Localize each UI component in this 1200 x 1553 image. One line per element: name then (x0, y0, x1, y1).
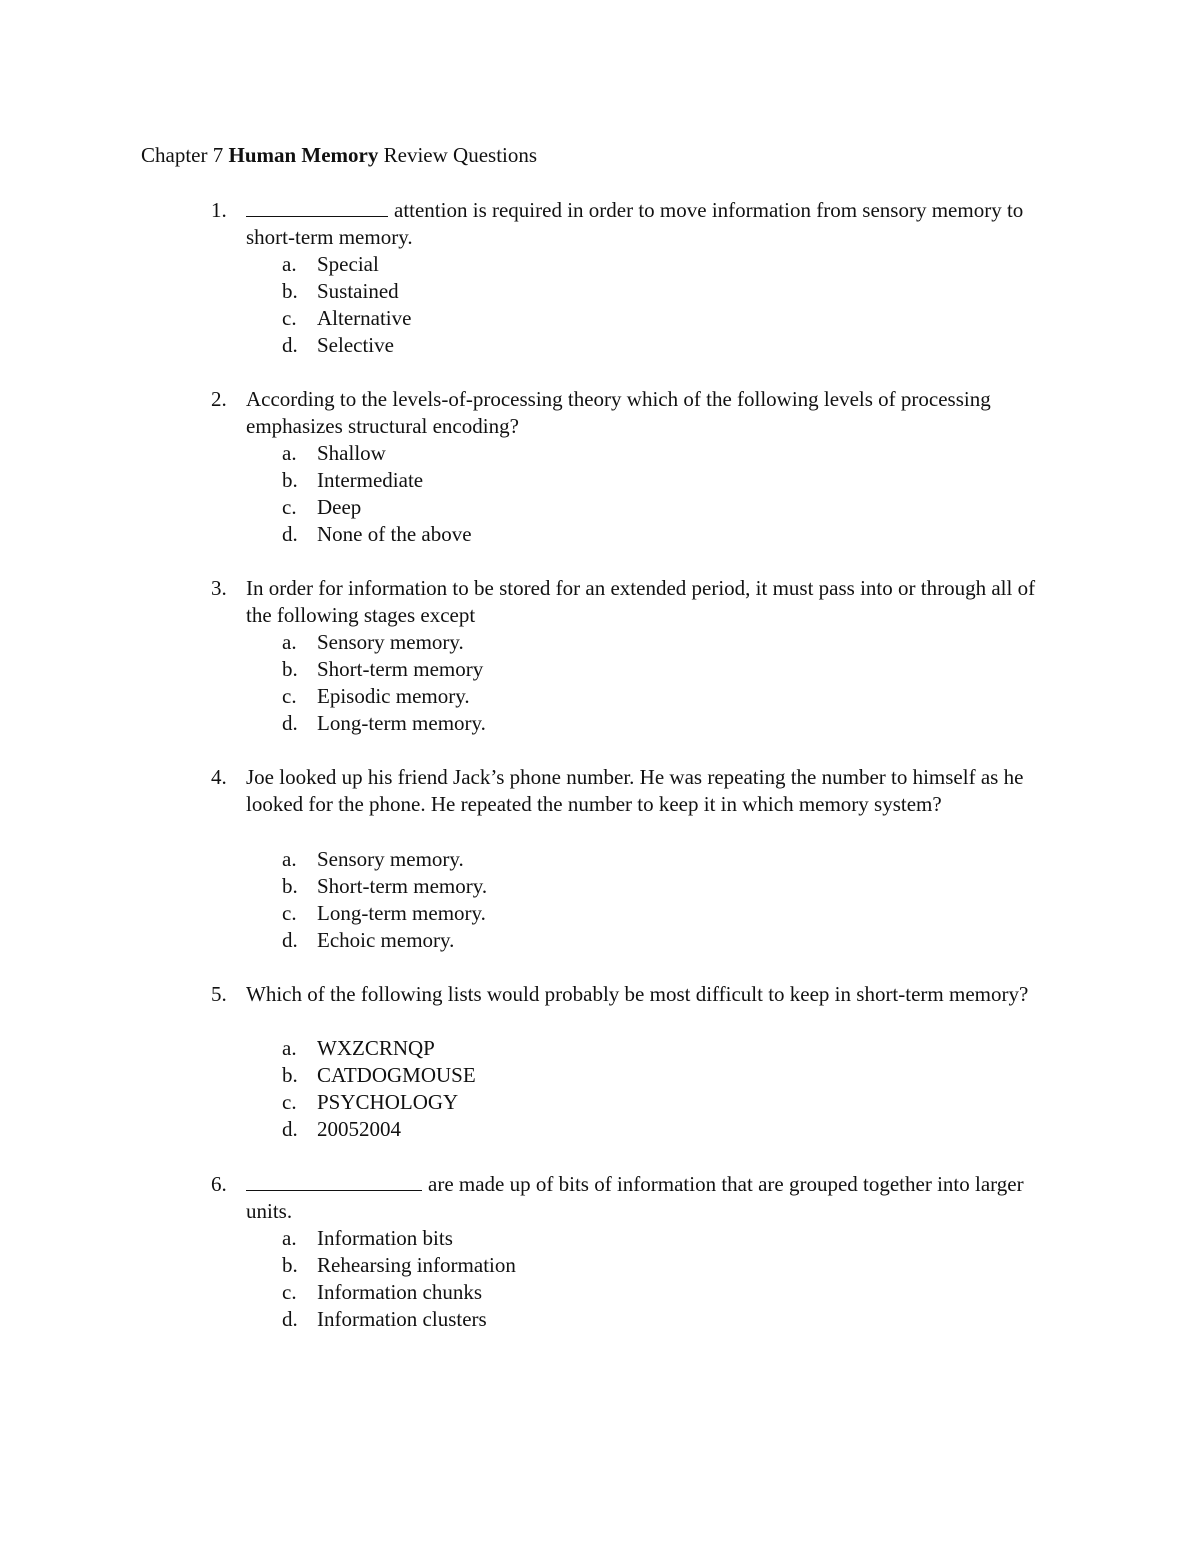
option-letter: a. (282, 1226, 297, 1250)
option-letter: d. (282, 928, 298, 952)
option-b (0, 1062, 1200, 1089)
option-letter: b. (282, 874, 298, 898)
option-text: Special (317, 252, 379, 276)
option-b (0, 278, 1200, 305)
option-text: Information clusters (317, 1307, 487, 1331)
question-number: 5. (211, 982, 227, 1006)
option-letter: b. (282, 1253, 298, 1277)
option-a (0, 251, 1200, 278)
option-d (0, 332, 1200, 359)
question-number: 3. (211, 576, 227, 600)
question-text-wrap (246, 197, 1046, 251)
question-text: attention is required in order to move information from sensory memory to short-term memory. (246, 198, 1024, 249)
option-letter: b. (282, 279, 298, 303)
option-text: Long-term memory. (317, 901, 486, 925)
option-b (0, 873, 1200, 900)
option-text: Short-term memory. (317, 874, 488, 898)
question-number: 6. (211, 1172, 227, 1196)
option-b (0, 467, 1200, 494)
option-text: Selective (317, 333, 394, 357)
option-text: CATDOGMOUSE (317, 1063, 476, 1087)
option-text: Echoic memory. (317, 928, 455, 952)
option-text: Episodic memory. (317, 684, 470, 708)
title-bold: Human Memory (228, 143, 379, 167)
question-number: 2. (211, 387, 227, 411)
option-text: Long-term memory. (317, 711, 486, 735)
option-letter: d. (282, 333, 298, 357)
option-a (0, 846, 1200, 873)
option-letter: a. (282, 847, 297, 871)
option-a (0, 629, 1200, 656)
option-text: Sustained (317, 279, 399, 303)
option-text: Intermediate (317, 468, 424, 492)
option-d (0, 1306, 1200, 1333)
option-text: WXZCRNQP (317, 1036, 435, 1060)
option-c (0, 900, 1200, 927)
option-c (0, 1279, 1200, 1306)
title-prefix: Chapter 7 (141, 143, 229, 167)
option-text: Information chunks (317, 1280, 483, 1304)
option-c (0, 1089, 1200, 1116)
option-d (0, 710, 1200, 737)
option-letter: b. (282, 657, 298, 681)
option-c (0, 683, 1200, 710)
option-a (0, 1035, 1200, 1062)
question-number: 4. (211, 765, 227, 789)
option-letter: b. (282, 468, 298, 492)
page-title (141, 142, 537, 169)
question-text: Joe looked up his friend Jack’s phone number. He was repeating the number to himself as he looked for the phone. He repeated the number to keep it in which memory system? (246, 765, 1024, 816)
option-text: PSYCHOLOGY (317, 1090, 459, 1114)
question-text: In order for information to be stored for an extended period, it must pass into or through all of the following stages except (246, 576, 1036, 627)
option-a (0, 1225, 1200, 1252)
option-text: Information bits (317, 1226, 453, 1250)
option-letter: c. (282, 495, 297, 519)
option-text: Alternative (317, 306, 412, 330)
option-letter: d. (282, 1307, 298, 1331)
option-letter: a. (282, 441, 297, 465)
option-b (0, 656, 1200, 683)
option-text: Deep (317, 495, 362, 519)
option-text: 20052004 (317, 1117, 401, 1141)
option-c (0, 305, 1200, 332)
option-text: Sensory memory. (317, 630, 464, 654)
option-text: Shallow (317, 441, 386, 465)
option-letter: d. (282, 711, 298, 735)
option-letter: c. (282, 901, 297, 925)
answer-blank (246, 1171, 422, 1191)
option-letter: c. (282, 306, 297, 330)
option-text: None of the above (317, 522, 472, 546)
title-suffix: Review Questions (378, 143, 538, 167)
question-number: 1. (211, 198, 227, 222)
option-letter: a. (282, 630, 297, 654)
option-d (0, 1116, 1200, 1143)
option-b (0, 1252, 1200, 1279)
question-text: According to the levels-of-processing theory which of the following levels of processing emphasizes structural encoding? (246, 387, 991, 438)
question-text: Which of the following lists would probably be most difficult to keep in short-term memory? (246, 982, 1029, 1006)
option-letter: c. (282, 684, 297, 708)
option-letter: a. (282, 252, 297, 276)
option-text: Sensory memory. (317, 847, 464, 871)
option-letter: b. (282, 1063, 298, 1087)
option-c (0, 494, 1200, 521)
question-text: are made up of bits of information that are grouped together into larger units. (246, 1172, 1024, 1223)
option-letter: d. (282, 1117, 298, 1141)
option-d (0, 927, 1200, 954)
option-d (0, 521, 1200, 548)
option-text: Short-term memory (317, 657, 484, 681)
option-a (0, 440, 1200, 467)
question-text-wrap (246, 1171, 1046, 1225)
option-letter: d. (282, 522, 298, 546)
option-letter: a. (282, 1036, 297, 1060)
option-letter: c. (282, 1280, 297, 1304)
answer-blank (246, 197, 388, 217)
option-letter: c. (282, 1090, 297, 1114)
option-text: Rehearsing information (317, 1253, 516, 1277)
